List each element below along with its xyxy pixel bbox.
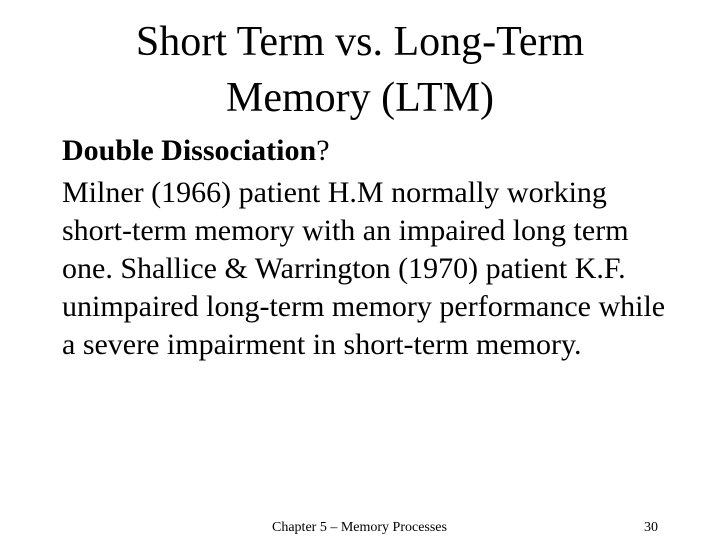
title-line-1: Short Term vs. Long-Term — [135, 19, 585, 65]
body-paragraph: Milner (1966) patient H.M normally working short-term memory with an impaired long term one. Shallice & Warrington (1970) patient K.F. unimpaired long-term memory performance while a severe impairment in short-term memory. — [62, 176, 666, 361]
subheading-bold: Double Dissociation — [62, 134, 317, 167]
slide-title — [0, 14, 720, 126]
subheading — [62, 132, 682, 170]
slide-body — [62, 132, 682, 364]
footer-text: Chapter 5 – Memory Processes — [272, 520, 447, 535]
title-line-2: Memory (LTM) — [226, 75, 494, 121]
subheading-suffix: ? — [316, 134, 330, 167]
page-number: 30 — [644, 520, 658, 535]
